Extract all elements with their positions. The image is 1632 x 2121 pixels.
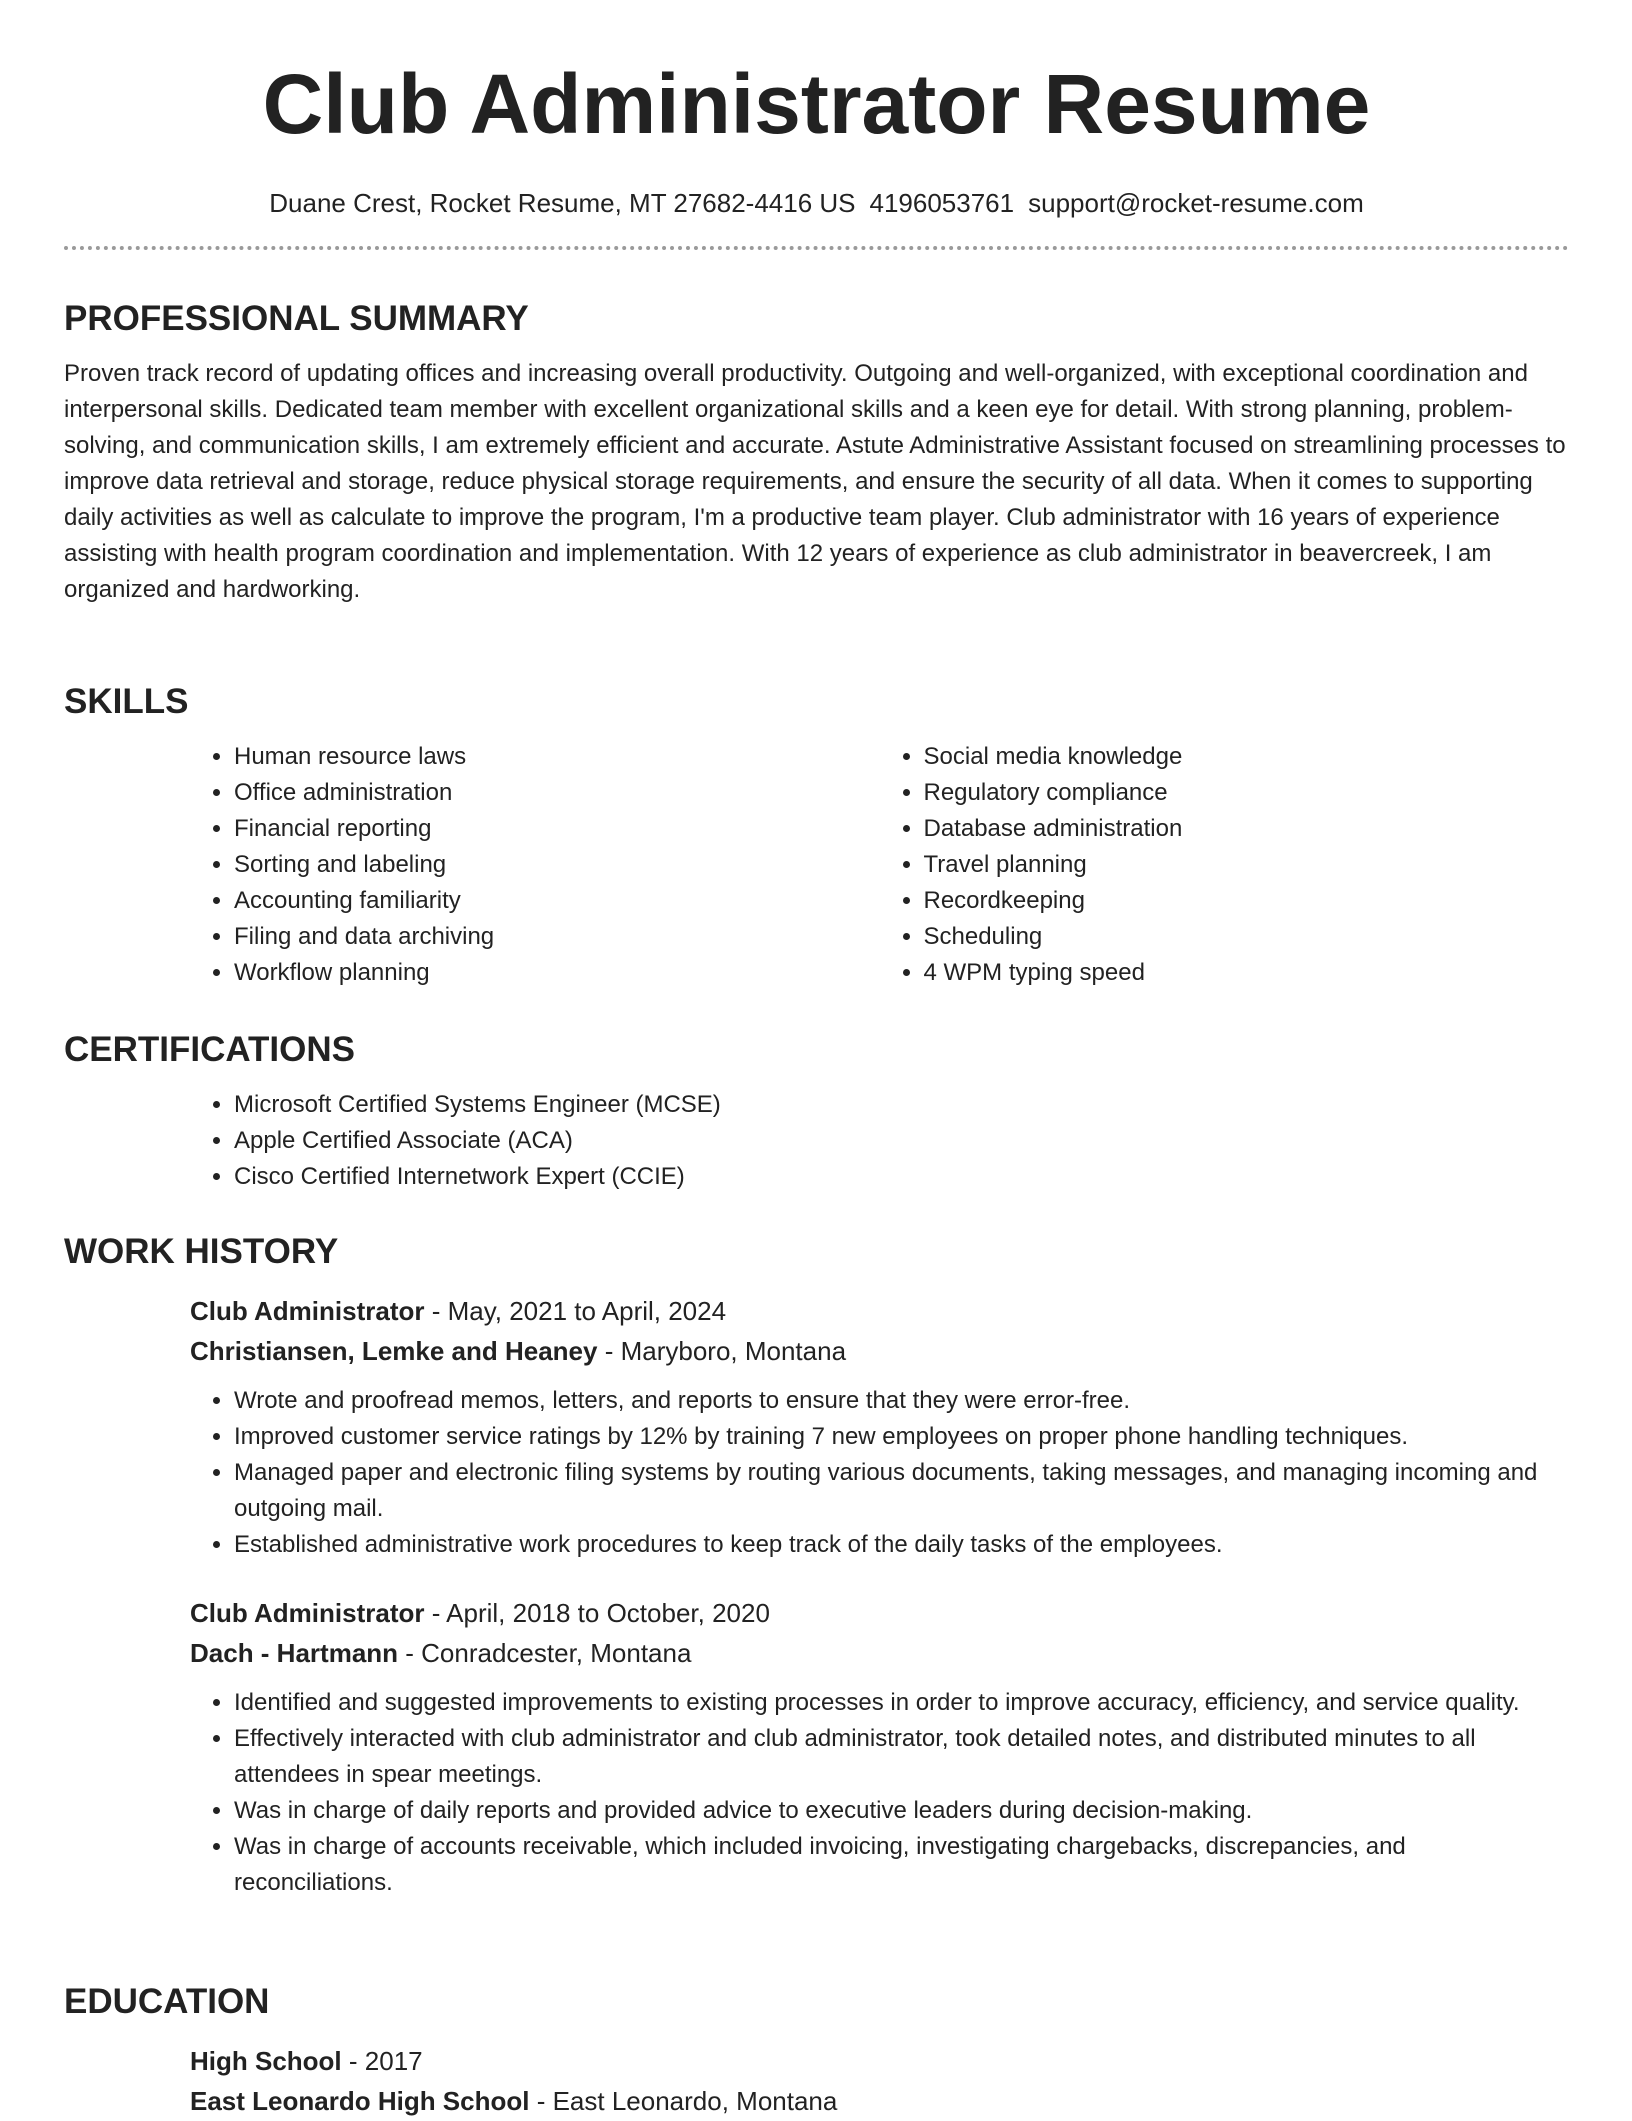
job-bullets: [190, 1685, 1569, 1901]
education-entry: [190, 2041, 1569, 2121]
education-heading: EDUCATION: [64, 1982, 270, 2021]
job-bullet: • Effectively interacted with club administrator and club administrator, took detailed notes, and distributed minutes to all attendees in spear meetings.: [234, 1721, 1569, 1793]
skill-item: • Recordkeeping: [924, 883, 1570, 919]
education-school: East Leonardo High School: [190, 2086, 530, 2116]
job-location: - Conradcester, Montana: [398, 1638, 692, 1668]
skill-item: • Travel planning: [924, 847, 1570, 883]
job-dates: - May, 2021 to April, 2024: [424, 1296, 727, 1326]
job-company: Christiansen, Lemke and Heaney: [190, 1336, 598, 1366]
header-divider: [64, 246, 1569, 250]
skill-item: • Financial reporting: [234, 811, 880, 847]
skills-list-left: [190, 739, 880, 991]
certification-item: • Cisco Certified Internetwork Expert (CCIE): [234, 1159, 1569, 1195]
job-title-line: [190, 1291, 1569, 1331]
skills-heading: SKILLS: [64, 682, 189, 721]
certifications-heading: CERTIFICATIONS: [64, 1030, 356, 1069]
skill-item: • Social media knowledge: [924, 739, 1570, 775]
skill-item: • Office administration: [234, 775, 880, 811]
skill-item: • Workflow planning: [234, 955, 880, 991]
skill-item: • Sorting and labeling: [234, 847, 880, 883]
job-title: Club Administrator: [190, 1598, 425, 1628]
job-entry: [190, 1593, 1569, 1901]
job-bullet: • Identified and suggested improvements to existing processes in order to improve accuracy, efficiency, and service quality.: [234, 1685, 1569, 1721]
skill-item: • Regulatory compliance: [924, 775, 1570, 811]
certification-item: • Microsoft Certified Systems Engineer (MCSE): [234, 1087, 1569, 1123]
job-title-line: [190, 1593, 1569, 1633]
job-dates: - April, 2018 to October, 2020: [424, 1598, 770, 1628]
skill-item: • Accounting familiarity: [234, 883, 880, 919]
certifications-list: [190, 1087, 1569, 1195]
contact-phone: 4196053761: [869, 188, 1015, 218]
job-bullet: • Was in charge of daily reports and provided advice to executive leaders during decision-making.: [234, 1793, 1569, 1829]
summary-heading: PROFESSIONAL SUMMARY: [64, 299, 529, 338]
skill-item: • 4 WPM typing speed: [924, 955, 1570, 991]
skill-item: • Database administration: [924, 811, 1570, 847]
job-bullet: • Wrote and proofread memos, letters, and reports to ensure that they were error-free.: [234, 1383, 1569, 1419]
skills-list-right: [880, 739, 1570, 991]
job-bullet: • Managed paper and electronic filing systems by routing various documents, taking messages, and managing incoming and outgoing mail.: [234, 1455, 1569, 1527]
work-history-heading: WORK HISTORY: [64, 1232, 339, 1271]
education-degree-line: [190, 2041, 1569, 2081]
certification-item: • Apple Certified Associate (ACA): [234, 1123, 1569, 1159]
contact-address: Duane Crest, Rocket Resume, MT 27682-4416 US: [269, 188, 856, 218]
job-entry: [190, 1291, 1569, 1563]
education-degree: High School: [190, 2046, 342, 2076]
work-history-section: [64, 1229, 1569, 1901]
job-location: - Maryboro, Montana: [597, 1336, 847, 1366]
skill-item: • Filing and data archiving: [234, 919, 880, 955]
certifications-section: [64, 1027, 1569, 1195]
education-section: [64, 1979, 1569, 2121]
contact-line: [64, 183, 1569, 223]
skills-columns: [190, 739, 1569, 991]
education-school-line: [190, 2081, 1569, 2121]
job-bullets: [190, 1383, 1569, 1563]
resume-header: [64, 54, 1569, 250]
resume-title: Club Administrator Resume: [262, 57, 1371, 151]
job-bullet: • Improved customer service ratings by 12% by training 7 new employees on proper phone handling techniques.: [234, 1419, 1569, 1455]
skill-item: • Scheduling: [924, 919, 1570, 955]
education-year: - 2017: [341, 2046, 423, 2076]
skills-section: [64, 679, 1569, 991]
job-title: Club Administrator: [190, 1296, 425, 1326]
summary-section: [64, 296, 1569, 608]
job-company: Dach - Hartmann: [190, 1638, 399, 1668]
skill-item: • Human resource laws: [234, 739, 880, 775]
job-bullet: • Was in charge of accounts receivable, which included invoicing, investigating chargebacks, discrepancies, and reconciliations.: [234, 1829, 1569, 1901]
resume-page: [64, 0, 1569, 2116]
summary-text: Proven track record of updating offices and increasing overall productivity. Outgoing and well-organized, with exceptional coordination and interpersonal skills. Dedicated team member with excellent organizational skills and a keen eye for detail. With strong planning, problem-solving, and communication skills, I am extremely efficient and accurate. Astute Administrative Assistant focused on streamlining processes to improve data retrieval and storage, reduce physical storage requirements, and ensure the security of all data. When it comes to supporting daily activities as well as calculate to improve the program, I'm a productive team player. Club administrator with 16 years of experience assisting with health program coordination and implementation. With 12 years of experience as club administrator in beavercreek, I am organized and hardworking.: [64, 360, 1566, 603]
job-company-line: [190, 1331, 1569, 1371]
job-bullet: • Established administrative work procedures to keep track of the daily tasks of the employees.: [234, 1527, 1569, 1563]
contact-email: support@rocket-resume.com: [1028, 188, 1364, 218]
education-location: - East Leonardo, Montana: [529, 2086, 838, 2116]
job-company-line: [190, 1633, 1569, 1673]
